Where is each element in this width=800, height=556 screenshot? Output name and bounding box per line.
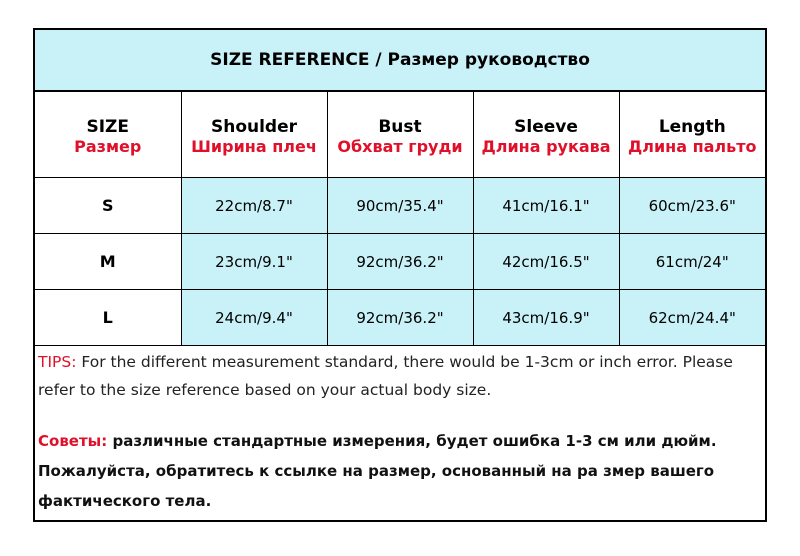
table-row (35, 178, 765, 234)
shoulder-cell: 23cm/9.1" (181, 234, 327, 290)
header-size-ru: Размер (35, 137, 181, 178)
sleeve-cell: 41cm/16.1" (473, 178, 619, 234)
bust-cell: 92cm/36.2" (327, 234, 473, 290)
header-bust: Bust (327, 92, 473, 137)
header-shoulder: Shoulder (181, 92, 327, 137)
header-row-ru (35, 137, 765, 178)
shoulder-cell: 24cm/9.4" (181, 290, 327, 346)
header-length-ru: Длина пальто (619, 137, 765, 178)
size-reference-frame (33, 28, 767, 522)
header-length: Length (619, 92, 765, 137)
tips-note (35, 346, 765, 404)
tips-label: TIPS: (38, 353, 77, 371)
length-cell: 61cm/24" (619, 234, 765, 290)
header-sleeve: Sleeve (473, 92, 619, 137)
table-row (35, 290, 765, 346)
tips-text: For the different measurement standard, there would be 1-3cm or inch error. Please refer to the size reference based on your actual body size. (38, 353, 733, 399)
ru-tips-note (35, 426, 765, 516)
length-cell: 62cm/24.4" (619, 290, 765, 346)
shoulder-cell: 22cm/8.7" (181, 178, 327, 234)
size-cell: S (35, 178, 181, 234)
header-shoulder-ru: Ширина плеч (181, 137, 327, 178)
bust-cell: 90cm/35.4" (327, 178, 473, 234)
size-cell: M (35, 234, 181, 290)
header-bust-ru: Обхват груди (327, 137, 473, 178)
header-sleeve-ru: Длина рукава (473, 137, 619, 178)
header-row-en (35, 92, 765, 137)
sleeve-cell: 42cm/16.5" (473, 234, 619, 290)
ru-tips-text: различные стандартные измерения, будет ошибка 1-3 см или дюйм. Пожалуйста, обратитесь к ссылке на размер, основанный на ра змер вашего фактического тела. (38, 432, 717, 510)
header-size: SIZE (35, 92, 181, 137)
bust-cell: 92cm/36.2" (327, 290, 473, 346)
size-table (35, 92, 765, 346)
sleeve-cell: 43cm/16.9" (473, 290, 619, 346)
table-title: SIZE REFERENCE / Размер руководство (35, 30, 765, 92)
table-row (35, 234, 765, 290)
ru-tips-label: Советы: (38, 432, 108, 450)
length-cell: 60cm/23.6" (619, 178, 765, 234)
size-cell: L (35, 290, 181, 346)
